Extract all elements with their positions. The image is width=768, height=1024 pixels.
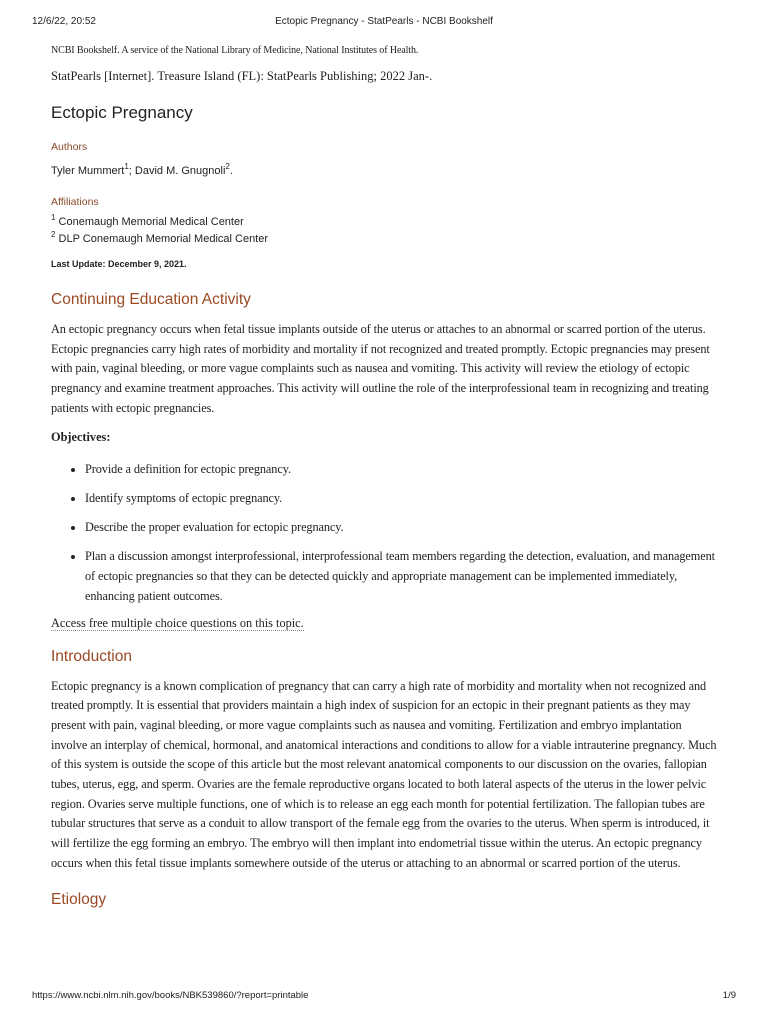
author-name[interactable]: Tyler Mummert: [51, 165, 125, 177]
etiology-heading: Etiology: [51, 890, 107, 908]
objective-item: • Identify symptoms of ectopic pregnancy.: [85, 488, 719, 508]
citation: StatPearls [Internet]. Treasure Island (FL): StatPearls Publishing; 2022 Jan-.: [51, 69, 433, 83]
affiliation-item: [51, 214, 719, 231]
authors-label[interactable]: Authors: [51, 141, 88, 153]
objectives-label: Objectives:: [51, 429, 111, 444]
author-name[interactable]: David M. Gnugnoli: [134, 165, 226, 177]
author-separator: .: [229, 165, 233, 177]
page-title: Ectopic Pregnancy: [51, 103, 193, 122]
objective-item: • Describe the proper evaluation for ectopic pregnancy.: [85, 517, 719, 537]
print-footer: [32, 990, 736, 1004]
print-datetime: 12/6/22, 20:52: [32, 16, 96, 27]
affiliations-label[interactable]: Affiliations: [51, 196, 99, 208]
last-update: Last Update: December 9, 2021.: [51, 259, 187, 269]
access-questions-link-row: [51, 615, 719, 631]
affiliation-text: Conemaugh Memorial Medical Center: [58, 216, 244, 228]
introduction-heading: Introduction: [51, 647, 132, 665]
continuing-education-paragraph: An ectopic pregnancy occurs when fetal tissue implants outside of the uterus or attaches to an abnormal or scarred portion of the uterus. Ectopic pregnancies carry high rates of morbidity and mortality if not recognized and treated promptly. Ectopic pregnancies may present with pain, vaginal bleeding, or more vague complaints such as nausea and vomiting. This activity will review the etiology of ectopic pregnancy and examine treatment approaches. This activity will outline the role of the interprofessional team in recognizing and treating patients with ectopic pregnancies.: [51, 322, 710, 415]
author-affiliation-ref[interactable]: 2: [225, 162, 230, 171]
continuing-education-heading: Continuing Education Activity: [51, 291, 251, 308]
affiliation-text: DLP Conemaugh Memorial Medical Center: [58, 233, 269, 245]
objective-item: • Provide a definition for ectopic pregnancy.: [85, 459, 719, 479]
affiliation-number: 1: [51, 213, 56, 222]
print-page-number: 1/9: [722, 990, 736, 1001]
author-affiliation-ref[interactable]: 1: [124, 162, 129, 171]
ncbi-bookshelf-line: NCBI Bookshelf. A service of the National Library of Medicine, National Institutes of Health.: [51, 45, 419, 56]
print-url: https://www.ncbi.nlm.nih.gov/books/NBK539860/?report=printable: [32, 990, 309, 1001]
authors-list: [51, 163, 719, 179]
affiliation-number: 2: [51, 230, 56, 239]
print-header: [32, 16, 736, 32]
article: [51, 44, 719, 910]
objectives-list: [51, 459, 719, 606]
author-separator: ;: [128, 165, 135, 177]
print-page-title: Ectopic Pregnancy - StatPearls - NCBI Bookshelf: [275, 16, 493, 27]
introduction-paragraph: Ectopic pregnancy is a known complication of pregnancy that can carry a high rate of morbidity and mortality when not recognized and treated promptly. It is essential that providers maintain a high index of suspicion for an ectopic in their pregnant patients as they may present with pain, vaginal bleeding, or more vague complaints such as nausea and vomiting. Fertilization and embryo implantation involve an interplay of chemical, hormonal, and anatomical interactions and conditions to allow for a viable intrauterine pregnancy. Much of this system is outside the scope of this article but the most relevant anatomical components to our discussion on the ovaries, fallopian tubes, uterus, egg, and sperm. Ovaries are the female reproductive organs located to both lateral aspects of the uterus in the lower pelvic region. Ovaries serve multiple functions, one of which is to release an egg each month for potential fertilization. The fallopian tubes are tubular structures that serve as a conduit to allow transport of the female egg from the ovaries to the uterus. When sperm is introduced, it will fertilize the egg forming an embryo. The embryo will then implant into endometrial tissue within the uterus. An ectopic pregnancy occurs when this fetal tissue implants somewhere outside of the uterus or attaching to an abnormal or scarred portion of the uterus.: [51, 678, 717, 870]
access-questions-link[interactable]: Access free multiple choice questions on this topic.: [51, 615, 304, 630]
affiliation-item: [51, 231, 719, 248]
objective-item: • Plan a discussion amongst interprofessional, interprofessional team members regarding the detection, evaluation, and management of ectopic pregnancies so that they can be detected quickly and appropriate management can be implemented immediately, enhancing patient outcomes.: [85, 546, 719, 606]
